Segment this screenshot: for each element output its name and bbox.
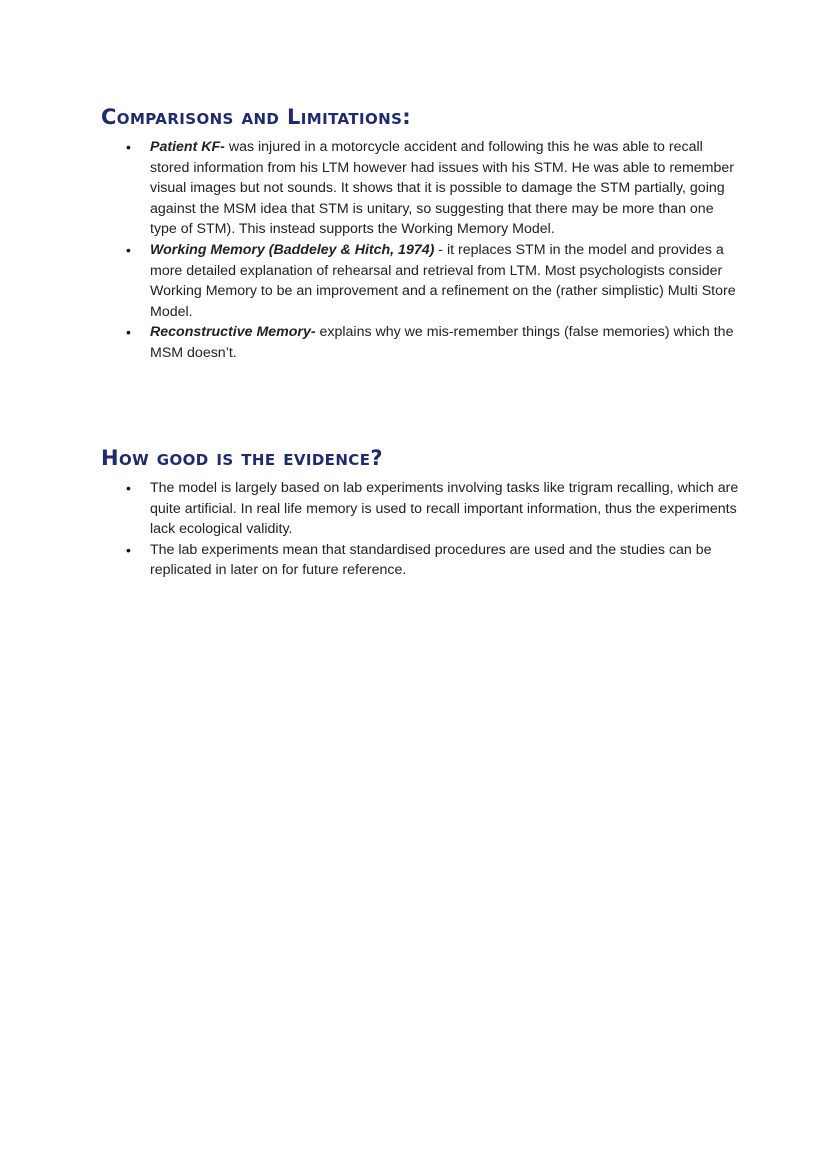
item-text: The model is largely based on lab experiments involving tasks like trigram recalling, which are quite artificial. In real life memory is used to recall important information, thus the experiments lack ecological validity.	[150, 480, 739, 538]
bullet-list-comparisons	[126, 137, 740, 364]
bullet-icon: •	[126, 139, 131, 155]
item-lead: Reconstructive Memory-	[150, 324, 316, 341]
list-item	[126, 137, 740, 240]
item-lead: Working Memory (Baddeley & Hitch, 1974)	[150, 241, 435, 258]
bullet-icon: •	[126, 241, 131, 258]
item-text: - it replaces STM in the model and provides a more detailed explanation of rehearsal and retrieval from LTM. Most psychologists consider Working Memory to be an improvement and a refinement on the (rather simplistic) Multi Store Model.	[150, 241, 736, 320]
section-heading-comparisons: Comparisons and Limitations:	[101, 105, 412, 129]
bullet-icon: •	[126, 541, 131, 558]
item-text: explains why we mis-remember things (false memories) which the MSM doesn’t.	[150, 324, 734, 361]
bullet-icon: •	[126, 324, 131, 341]
item-text: The lab experiments mean that standardised procedures are used and the studies can be replicated in later on for future reference.	[150, 541, 712, 579]
item-lead: Patient KF-	[150, 139, 225, 155]
list-item	[126, 478, 740, 540]
list-item	[126, 240, 740, 322]
section-heading-evidence: How good is the evidence?	[101, 446, 383, 470]
item-text: was injured in a motorcycle accident and following this he was able to recall stored information from his LTM however had issues with his STM. He was able to remember visual images but not sounds. It shows that it is possible to damage the STM partially, going against the MSM idea that STM is unitary, so suggesting that there may be more than one type of STM). This instead supports the Working Memory Model.	[150, 139, 735, 238]
list-item	[126, 322, 740, 363]
list-item	[126, 540, 740, 581]
bullet-icon: •	[126, 480, 131, 496]
bullet-list-evidence	[126, 478, 740, 581]
